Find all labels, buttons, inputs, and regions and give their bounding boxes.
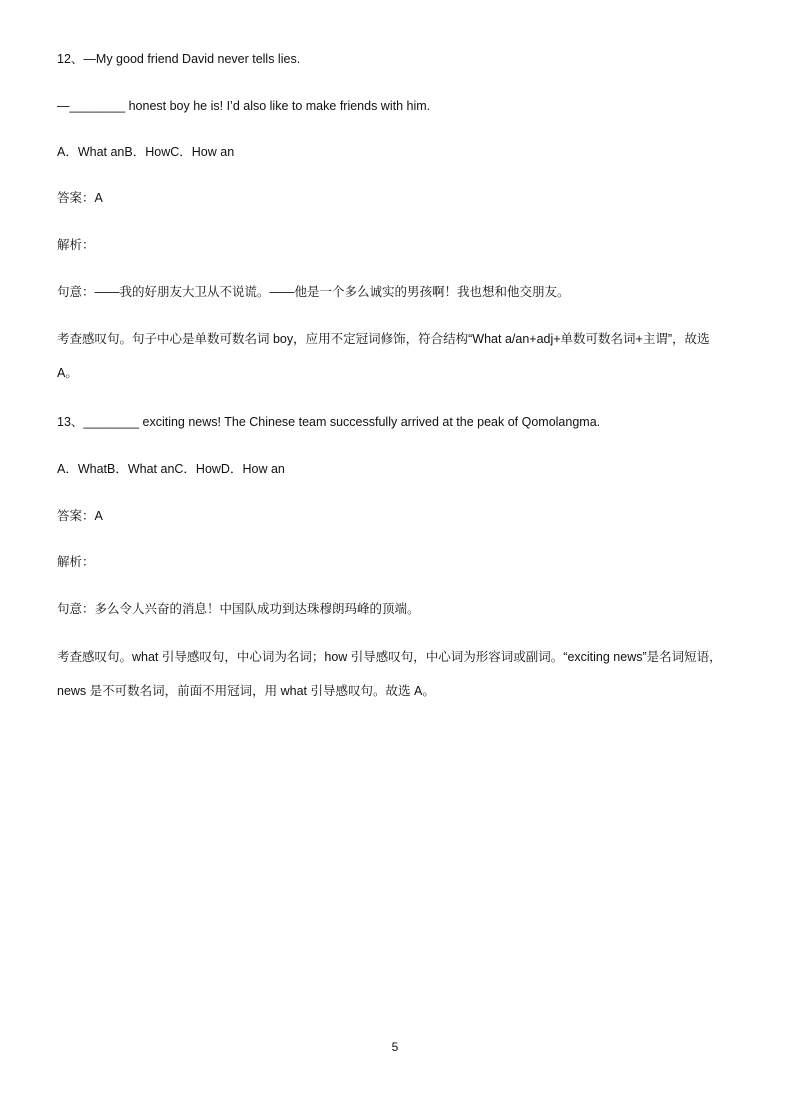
q12-analysis-label: 解析：	[57, 238, 95, 252]
q13-options: A．WhatB．What anC．HowD．How an	[57, 462, 285, 476]
q13-stem: 13、________ exciting news! The Chinese team successfully arrived at the peak of Qomolangma.	[57, 415, 601, 429]
q12-stem: 12、—My good friend David never tells lies.	[57, 52, 301, 66]
q12-explanation: 考查感叹句。句子中心是单数可数名词 boy，应用不定冠词修饰，符合结构“What a/an+adj+单数可数名词+主谓”，故选 A。	[57, 332, 710, 380]
page-number: 5	[391, 1040, 399, 1054]
q13-answer: 答案：A	[57, 509, 103, 523]
q12-prompt: —________ honest boy he is! I’d also like to make friends with him.	[57, 99, 431, 113]
q13-explanation: 考查感叹句。what 引导感叹句，中心词为名词；how 引导感叹句，中心词为形容词或副词。“exciting news”是名词短语，news 是不可数名词，前面不用冠词，用 what 引导感叹句。故选 A。	[57, 650, 722, 698]
q13-analysis-label: 解析：	[57, 555, 95, 569]
q12-answer: 答案：A	[57, 191, 103, 205]
q12-options: A．What anB．HowC．How an	[57, 145, 235, 159]
q13-meaning: 句意：多么令人兴奋的消息！中国队成功到达珠穆朗玛峰的顶端。	[57, 602, 420, 616]
q12-meaning: 句意：——我的好朋友大卫从不说谎。——他是一个多么诚实的男孩啊！我也想和他交朋友。	[57, 285, 570, 299]
